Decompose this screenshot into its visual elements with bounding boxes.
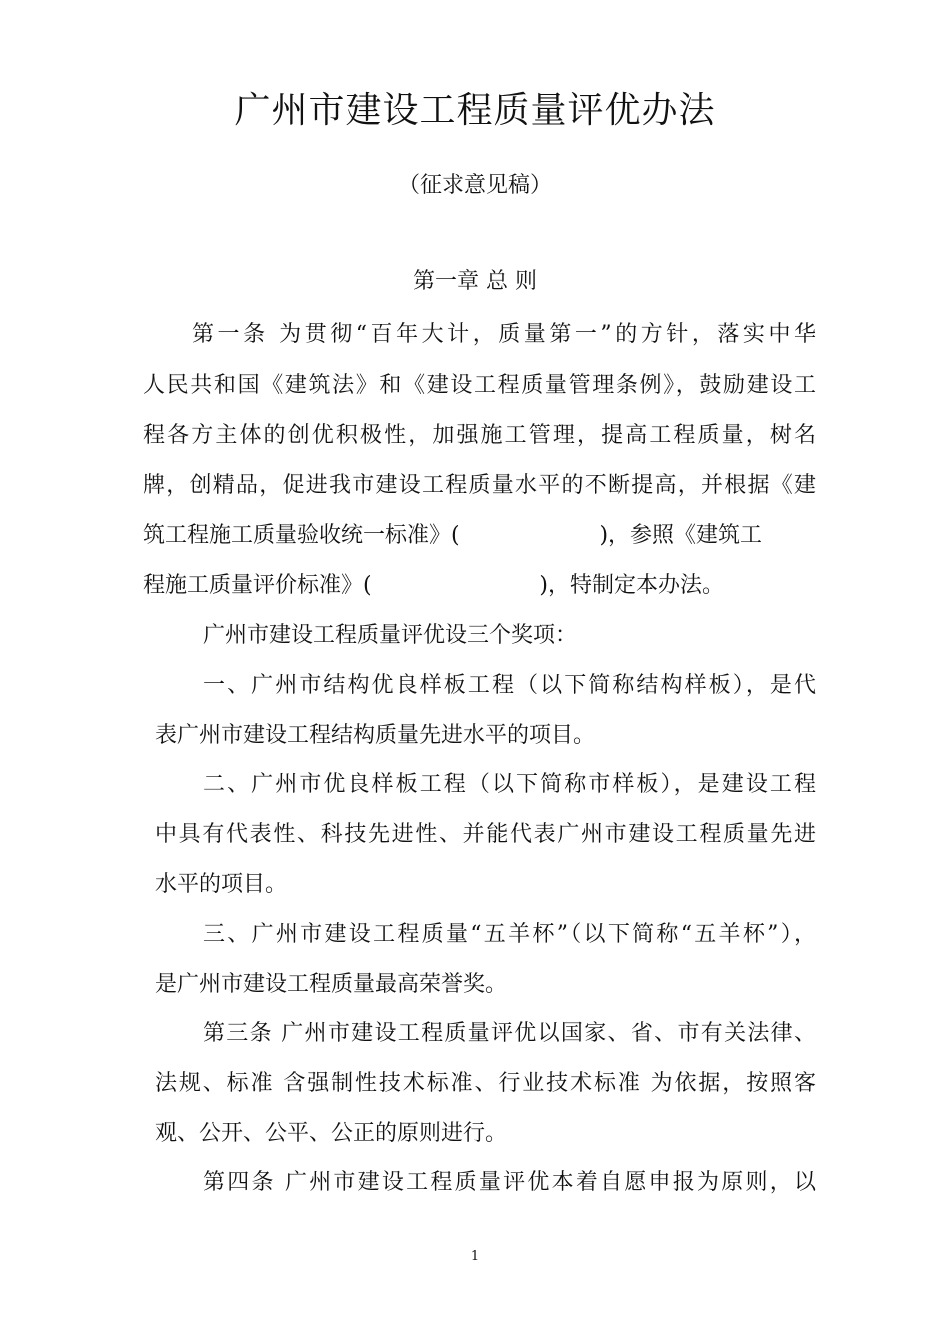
- body-line: 第四条 广州市建设工程质量评优本着自愿申报为原则，以: [203, 1170, 816, 1195]
- body-line: 水平的项目。: [155, 872, 288, 897]
- body-line: 广州市建设工程质量评优设三个奖项：: [203, 623, 578, 648]
- document-title: 广州市建设工程质量评优办法: [234, 90, 716, 131]
- body-line: 第三条 广州市建设工程质量评优以国家、省、市有关法律、: [203, 1021, 816, 1046]
- body-line: 是广州市建设工程质量最高荣誉奖。: [155, 972, 508, 997]
- body-line: 第一条 为贯彻“百年大计，质量第一”的方针，落实中华: [192, 322, 816, 347]
- document-subtitle: （征求意见稿）: [397, 173, 552, 198]
- body-line: 筑工程施工质量验收统一标准》( )，参照《建筑工: [143, 523, 763, 548]
- body-line: 观、公开、公平、公正的原则进行。: [155, 1121, 508, 1146]
- body-line: 牌，创精品，促进我市建设工程质量水平的不断提高，并根据《建: [143, 473, 816, 498]
- chapter-heading: 第一章 总 则: [413, 269, 537, 294]
- body-line: 三、广州市建设工程质量“五羊杯”（以下简称“五羊杯”），: [203, 922, 816, 947]
- body-line: 程各方主体的创优积极性，加强施工管理，提高工程质量，树名: [143, 423, 816, 448]
- body-line: 人民共和国《建筑法》和《建设工程质量管理条例》，鼓励建设工: [143, 373, 816, 398]
- body-line: 中具有代表性、科技先进性、并能代表广州市建设工程质量先进: [155, 822, 816, 847]
- body-line: 程施工质量评价标准》( )，特制定本办法。: [143, 573, 725, 598]
- body-line: 一、广州市结构优良样板工程（以下简称结构样板），是代: [203, 673, 816, 698]
- body-line: 表广州市建设工程结构质量先进水平的项目。: [155, 723, 596, 748]
- page-number: 1: [470, 1249, 480, 1264]
- body-line: 二、广州市优良样板工程（以下简称市样板），是建设工程: [203, 772, 816, 797]
- body-line: 法规、标准 含强制性技术标准、行业技术标准 为依据，按照客: [155, 1071, 816, 1096]
